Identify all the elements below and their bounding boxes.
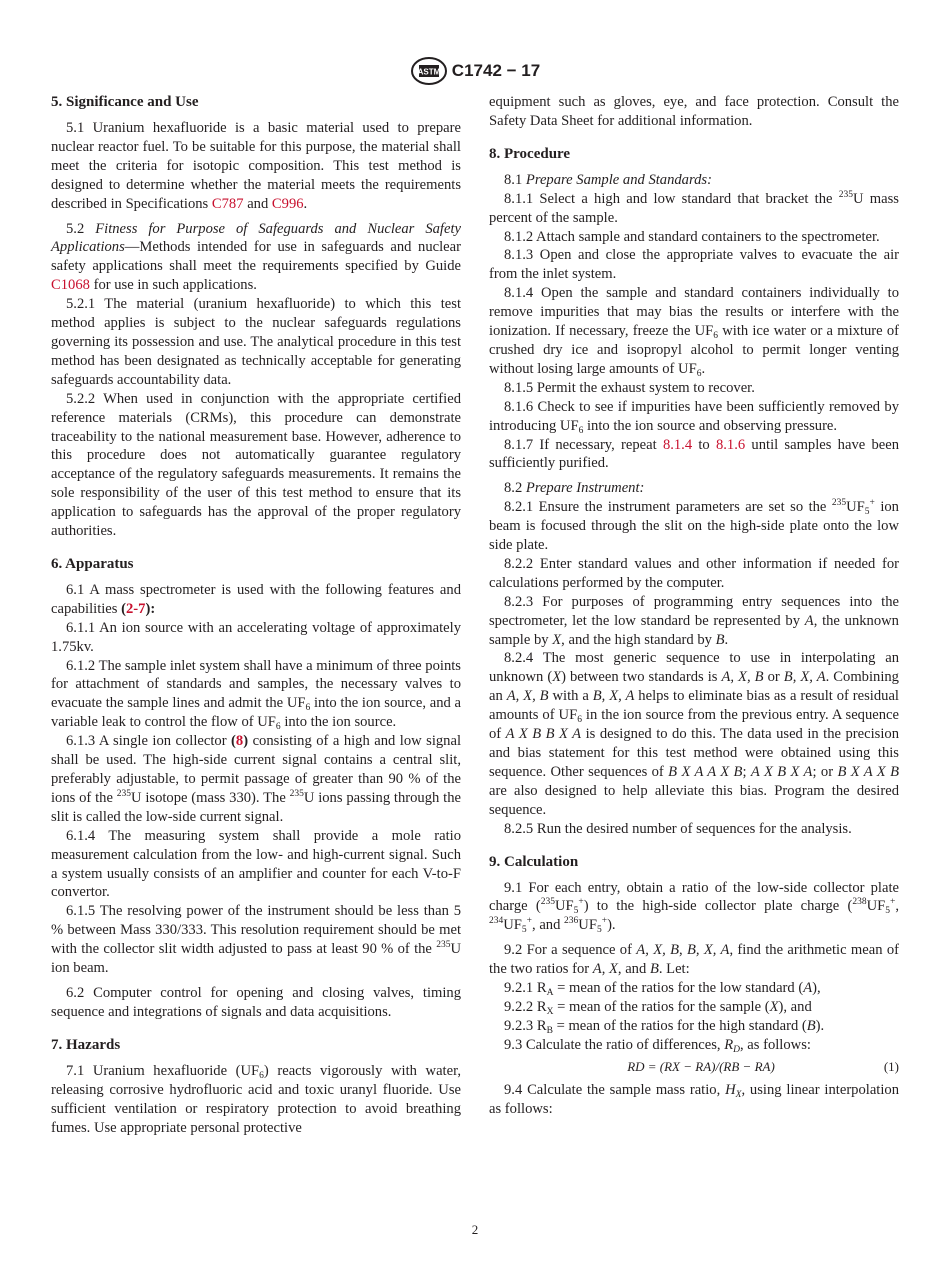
paragraph-8-2-5: 8.2.5 Run the desired number of sequences for the analysis. [504, 820, 852, 837]
paragraph-5-2: 5.2 Fitness for Purpose of Safeguards and Nuclear Safety Applications—Methods intended for use in safeguards and nuclear safety applications shall meet the requirements specified by Guide C1068 for use in such applications. [51, 220, 461, 294]
ref-link-c996[interactable]: C996 [271, 195, 304, 212]
paragraph-7-1-continued: equipment such as gloves, eye, and face protection. Consult the Safety Data Sheet for additional information. [489, 94, 899, 129]
paragraph-7-1: 7.1 Uranium hexafluoride $(UF_6)$ reacts vigorously with water, releasing corrosive hydrofluoric acid and toxic uranyl fluoride. Use sufficient ventilation or respiratory protection to avoid breathing fumes. Use appropriate personal protective [51, 1062, 462, 1136]
paragraph-8-1-5: 8.1.5 Permit the exhaust system to recover. [504, 379, 755, 396]
paragraph-9-2-2: 9.2.2 $R_X$ = mean of the ratios for the sample (X), and [504, 998, 812, 1017]
paragraph-9-2-1: 9.2.1 $R_A$ = mean of the ratios for the low standard (A), [504, 980, 821, 999]
section-heading-apparatus: 6. Apparatus [51, 555, 134, 572]
ref-link-8-1-4[interactable]: 8.1.4 [662, 436, 693, 453]
equation-1-formula: RD = (RX − RA)/(RB − RA) [627, 1058, 775, 1074]
right-column [489, 93, 899, 1118]
paragraph-9-1: 9.1 For each entry, obtain a ratio of the low-side collector plate charge $(^{235}UF_5^+)$ to the high-side collector plate charge ($^{238}UF_5^+$, $^{234}UF_5^+$, and $^{236}UF_5^+$). [489, 879, 899, 936]
paragraph-6-2: 6.2 Computer control for opening and closing valves, timing sequence and integrations of signals and data acquisitions. [51, 984, 461, 1020]
paragraph-6-1: 6.1 A mass spectrometer is used with the following features and capabilities (2-7): [51, 581, 461, 617]
paragraph-8-1-3: 8.1.3 Open and close the appropriate valves to evacuate the air from the inlet system. [489, 247, 899, 283]
ref-link-c787[interactable]: C787 [211, 195, 244, 212]
paragraph-8-1-7: 8.1.7 If necessary, repeat 8.1.4 to 8.1.6 until samples have been sufficiently purified. [489, 436, 900, 472]
paragraph-5-1: 5.1 Uranium hexafluoride is a basic material used to prepare nuclear reactor fuel. To be suitable for this purpose, the material shall meet the criteria for isotopic composition. This test method is designed to determine whether the material meets the requirements described in Specifications C787 and C996. [51, 120, 461, 212]
section-heading-hazards: 7. Hazards [51, 1036, 121, 1053]
paragraph-5-2-1: 5.2.1 The material (uranium hexafluoride) to which this test method applies is subject to the nuclear safeguards regulations governing its possession and use. The analytical procedure in this test method has been designated as technically acceptable for generating safeguards accountability data. [51, 296, 461, 388]
astm-logo-icon [410, 56, 448, 86]
section-heading-calculation: 9. Calculation [489, 853, 579, 870]
paragraph-8-2-2: 8.2.2 Enter standard values and other information if needed for calculations performed by the computer. [489, 555, 899, 591]
paragraph-8-1-6: 8.1.6 Check to see if impurities have been sufficiently removed by introducing $UF_6$ into the ion source and observing pressure. [489, 398, 899, 436]
paragraph-6-1-5: 6.1.5 The resolving power of the instrument should be less than 5 % between Mass 330/333. This resolution requirement should be met with the collector slit width adjusted to pass at least 90 % of the $^{235}$U ion beam. [51, 903, 461, 977]
paragraph-9-3: 9.3 Calculate the ratio of differences, $R_D$, as follows: [504, 1036, 811, 1055]
paragraph-8-2: 8.2 Prepare Instrument: [504, 480, 645, 497]
paragraph-8-1-4: 8.1.4 Open the sample and standard containers individually to remove impurities that may bias the results or interfere with the ionization. If necessary, freeze the $UF_6$ with ice water or a mixture of crushed dry ice and isopropyl alcohol to permit longer venting without losing large amounts of $UF_6$. [489, 285, 899, 379]
ref-link-2-7[interactable]: 2-7 [126, 600, 146, 617]
page-header [0, 56, 950, 86]
paragraph-8-1: 8.1 Prepare Sample and Standards: [504, 171, 712, 188]
paragraph-8-2-3: 8.2.3 For purposes of programming entry sequences into the spectrometer, let the low standard be represented by A, the unknown sample by X, and the high standard by B. [489, 593, 899, 648]
paragraph-6-1-3: 6.1.3 A single ion collector (8) consisting of a high and low signal shall be used. The high-side current signal contains a central slit, preferably adjustable, to permit passage of greater than 90 % of the ions of the $^{235}$U isotope (mass 330). The $^{235}$U ions passing through the slit is called the low-side current signal. [51, 733, 461, 825]
paragraph-8-1-1: 8.1.1 Select a high and low standard that bracket the $^{235}$U mass percent of the sample. [489, 189, 899, 226]
left-column [51, 93, 461, 1137]
paragraph-8-2-4: 8.2.4 The most generic sequence to use in interpolating an unknown (X) between two standards is A, X, B or B, X, A. Combining an A, X, B with a B, X, A helps to eliminate bias as a result of residual amounts of $UF_6$ in the ion source from the previous entry. A sequence of A X B B X A is designed to do this. The data used in the precision and bias statement for this test method were obtained using this sequence. Other sequences of B X A A X B; A X B X A; or B X A X B are also designed to help alleviate this bias. Program the desired sequence. [489, 650, 899, 818]
ref-link-c1068[interactable]: C1068 [51, 277, 90, 294]
equation-1-number: (1) [883, 1058, 899, 1074]
paragraph-5-2-2: 5.2.2 When used in conjunction with the appropriate certified reference materials (CRMs), this procedure can demonstrate traceability to the national measurement base. However, adherence to this procedure does not automatically guarantee regulatory acceptance of the regulatory safeguards measurements. It remains the sole responsibility of the user of this test method to ensure that its application to safeguards has the approval of the proper regulatory authorities. [51, 390, 461, 540]
document-id: C1742 − 17 [451, 61, 541, 80]
paragraph-8-2-1: 8.2.1 Ensure the instrument parameters are set so the $^{235}UF_5^+$ ion beam is focused through the slit on the high-side plate onto the low side plate. [489, 498, 899, 554]
section-heading-procedure: 8. Procedure [489, 145, 571, 162]
page-number: 2 [471, 1222, 479, 1237]
equation-1 [489, 1058, 899, 1077]
paragraph-9-2-3: 9.2.3 $R_B$ = mean of the ratios for the high standard (B). [504, 1017, 825, 1036]
paragraph-9-2: 9.2 For a sequence of A, X, B, B, X, A, find the arithmetic mean of the two ratios for A, X, and B. Let: [489, 942, 899, 978]
svg-text:ASTM: ASTM [417, 67, 441, 77]
ref-link-8-1-6[interactable]: 8.1.6 [715, 436, 746, 453]
paragraph-6-1-4: 6.1.4 The measuring system shall provide a mole ratio measurement calculation from the low- and high-current signal. Such a system usually consists of an amplifier and counter for each V-to-F convertor. [51, 827, 461, 901]
section-heading-significance: 5. Significance and Use [51, 94, 199, 110]
paragraph-6-1-2: 6.1.2 The sample inlet system shall have a minimum of three points for attachment of standards and samples, the necessary valves to evacuate the sample lines and admit the $UF_6$ into the ion source, and a variable leak to control the flow of $UF_6$ into the ion source. [51, 657, 461, 733]
paragraph-6-1-1: 6.1.1 An ion source with an accelerating voltage of approximately 1.75kv. [51, 619, 461, 655]
paragraph-9-4: 9.4 Calculate the sample mass ratio, $H_X$, using linear interpolation as follows: [489, 1081, 900, 1117]
ref-link-8[interactable]: 8 [235, 733, 244, 750]
paragraph-8-1-2: 8.1.2 Attach sample and standard containers to the spectrometer. [504, 228, 880, 245]
